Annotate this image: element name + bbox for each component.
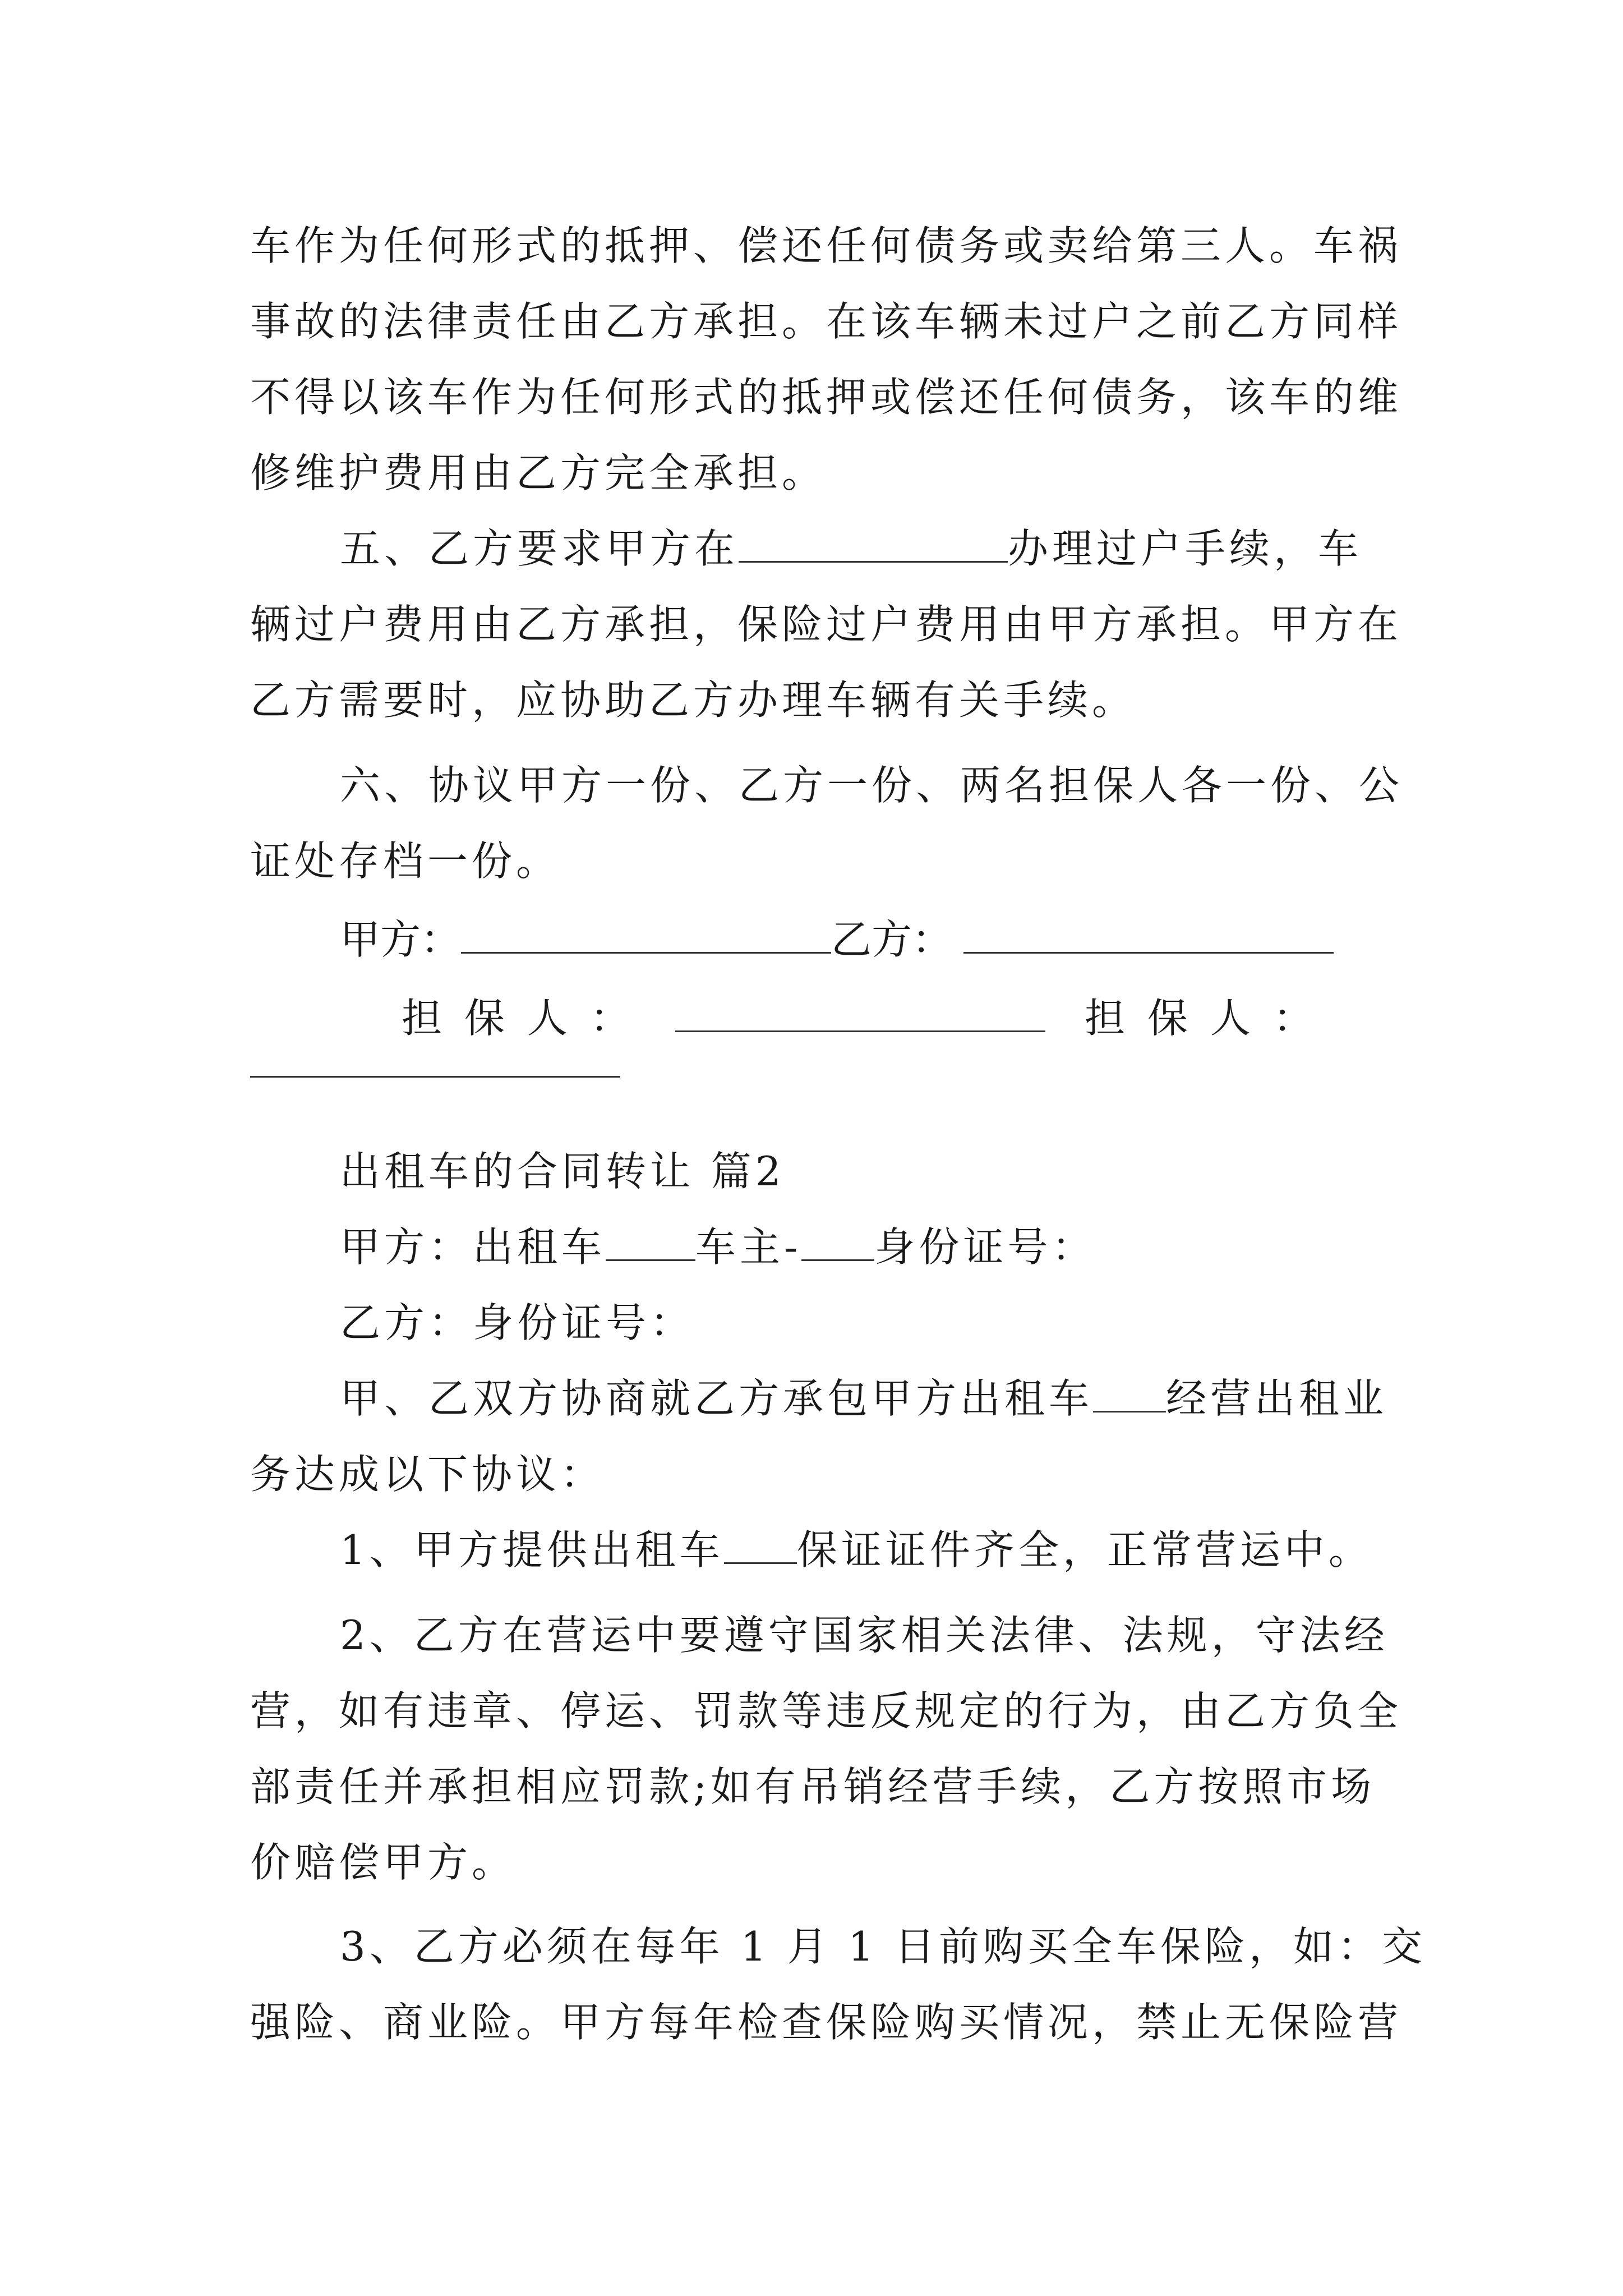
guarantor1-label: 担保人： xyxy=(402,995,653,1042)
guarantor2-label: 担保人： xyxy=(1085,995,1336,1042)
party-b-signature-blank xyxy=(963,917,1334,954)
section2-item3-line2: 强险、商业险。甲方每年检查保险购买情况，禁止无保险营 xyxy=(250,1999,1403,2046)
item1-taxi-blank xyxy=(724,1527,797,1564)
section2-intro-text-a: 甲、乙双方协商就乙方承包甲方出租车 xyxy=(340,1375,1094,1422)
section2-item2-line2: 营，如有违章、停运、罚款等违反规定的行为，由乙方负全 xyxy=(250,1687,1403,1734)
section2-party-a-text-c: 身份证号： xyxy=(874,1223,1096,1271)
para3-line2: 证处存档一份。 xyxy=(250,838,561,885)
section2-title: 出租车的合同转让 篇2 xyxy=(340,1148,785,1195)
transfer-date-blank xyxy=(739,526,1008,563)
para1-line1: 车作为任何形式的抵押、偿还任何债务或卖给第三人。车祸 xyxy=(250,222,1403,269)
para1-line4: 修维护费用由乙方完全承担。 xyxy=(250,449,827,496)
section2-item2-line1: 2、乙方在营运中要遵守国家相关法律、法规，守法经 xyxy=(340,1612,1389,1659)
signature-row-parties xyxy=(340,912,1394,968)
para2-line3: 乙方需要时，应协助乙方办理车辆有关手续。 xyxy=(250,677,1137,724)
para2-text-b: 办理过户手续，车 xyxy=(1008,525,1363,572)
section2-intro-text-b: 经营出租业 xyxy=(1166,1375,1388,1422)
section2-item1-text-b: 保证证件齐全，正常营运中。 xyxy=(796,1526,1373,1573)
para2-line2: 辆过户费用由乙方承担，保险过户费用由甲方承担。甲方在 xyxy=(250,601,1403,648)
party-a-signature-label: 甲方： xyxy=(340,916,462,963)
para3-line1: 六、协议甲方一份、乙方一份、两名担保人各一份、公 xyxy=(340,762,1404,809)
owner-name-blank xyxy=(801,1225,874,1261)
taxi-plate-blank xyxy=(1093,1376,1166,1412)
section2-item1-text-a: 1、甲方提供出租车 xyxy=(340,1526,724,1573)
guarantor1-blank xyxy=(675,996,1045,1032)
section2-party-a-text-a: 甲方：出租车 xyxy=(340,1223,606,1271)
section2-item2-line4: 价赔偿甲方。 xyxy=(250,1839,517,1886)
section2-item2-line3: 部责任并承担相应罚款;如有吊销经营手续，乙方按照市场 xyxy=(250,1763,1376,1810)
taxi-number-blank xyxy=(606,1225,695,1261)
para2-line1 xyxy=(340,521,1394,577)
section2-party-a-text-b: 车主- xyxy=(695,1223,802,1271)
section2-item1 xyxy=(340,1522,1394,1578)
section2-item3-line1: 3、乙方必须在每年 1 月 1 日前购买全车保险，如：交 xyxy=(340,1923,1426,1970)
guarantor2-blank xyxy=(250,1076,620,1078)
party-b-signature-label: 乙方： xyxy=(831,916,953,963)
section2-party-b: 乙方：身份证号： xyxy=(340,1299,695,1346)
para1-line3: 不得以该车作为任何形式的抵押或偿还任何债务，该车的维 xyxy=(250,374,1403,421)
para2-text-a: 五、乙方要求甲方在 xyxy=(340,525,739,572)
section2-party-a xyxy=(340,1219,1394,1275)
section2-intro-line2: 务达成以下协议： xyxy=(250,1451,605,1498)
para1-line2: 事故的法律责任由乙方承担。在该车辆未过户之前乙方同样 xyxy=(250,298,1403,345)
section2-intro-line1 xyxy=(340,1370,1394,1427)
party-a-signature-blank xyxy=(461,917,831,954)
signature-row-guarantors xyxy=(402,990,1394,1046)
